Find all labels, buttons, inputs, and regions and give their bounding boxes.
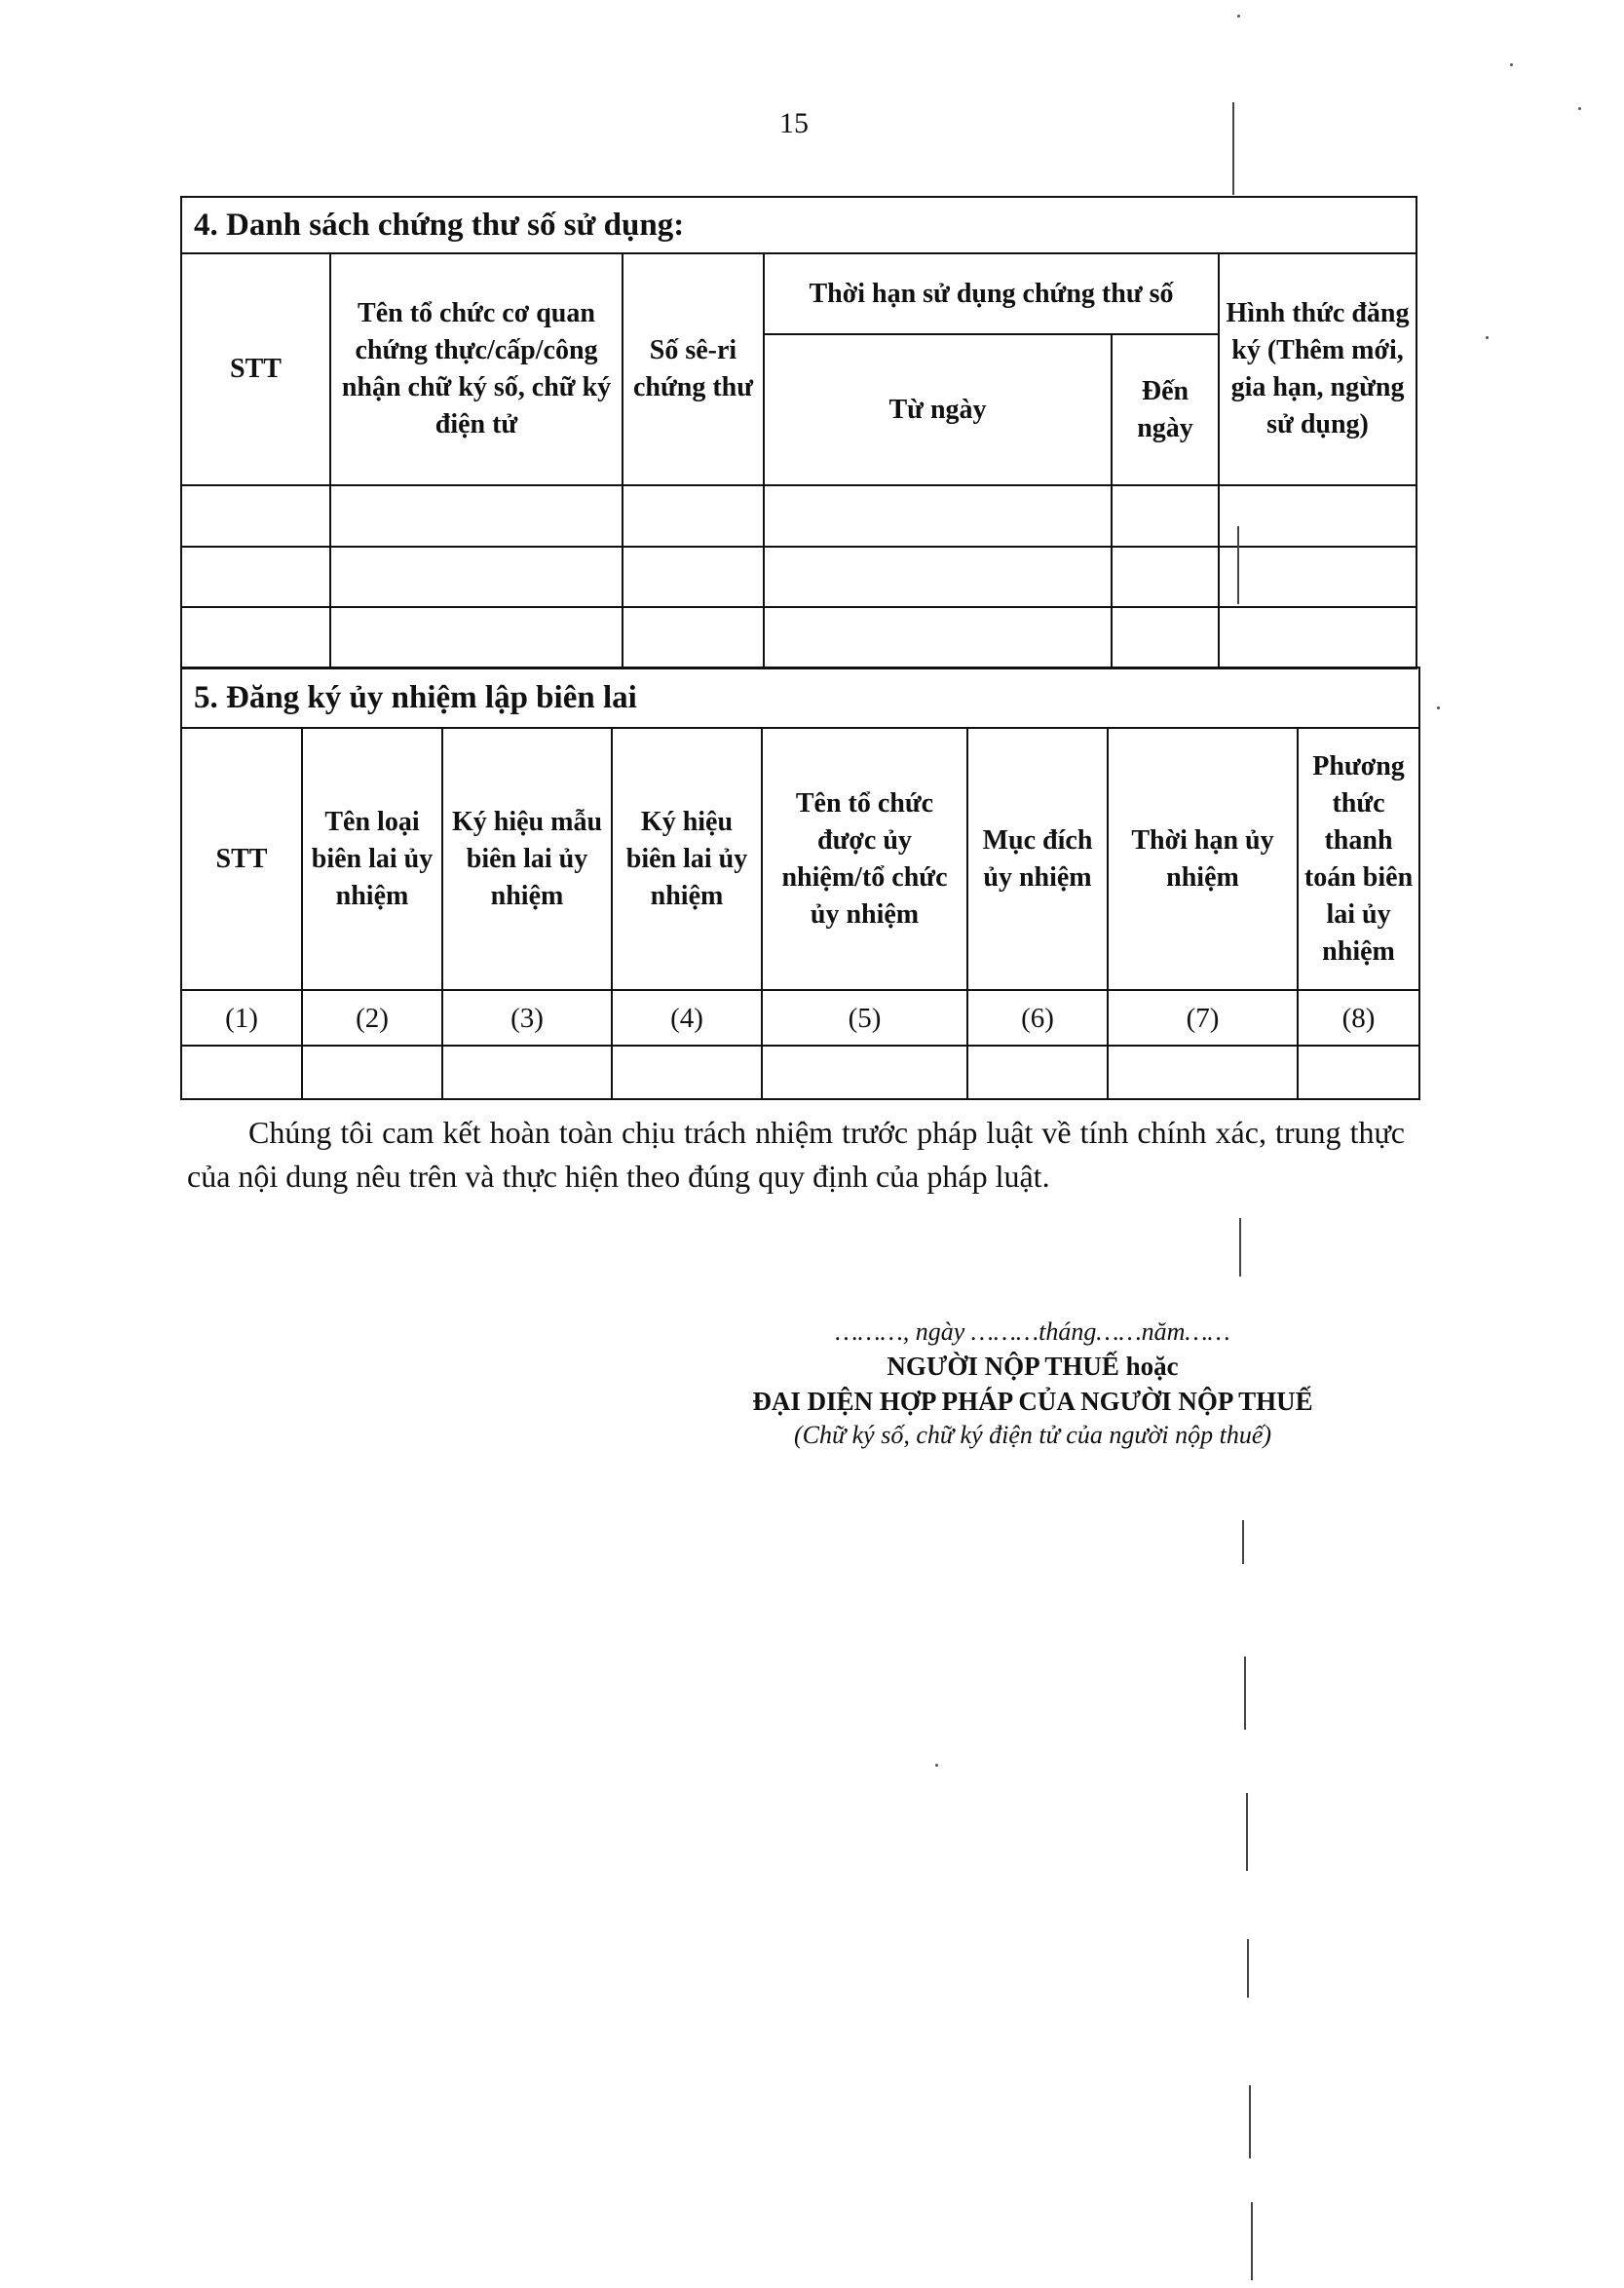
empty-cell (330, 485, 623, 547)
header-payment-method: Phương thức thanh toán biên lai ủy nhiệm (1298, 728, 1419, 990)
empty-cell (181, 607, 330, 668)
header-stt: STT (181, 728, 302, 990)
scan-artifact-dot (1237, 15, 1240, 18)
header-period: Thời hạn ủy nhiệm (1108, 728, 1298, 990)
empty-cell (1112, 547, 1219, 607)
header-stt: STT (181, 253, 330, 485)
scan-artifact-dot (1437, 706, 1440, 709)
scan-artifact-line (1244, 1657, 1246, 1730)
scan-artifact-line (1242, 1520, 1244, 1564)
empty-cell (1112, 485, 1219, 547)
empty-cell (623, 485, 764, 547)
column-number: (4) (612, 990, 762, 1046)
column-number: (7) (1108, 990, 1298, 1046)
scan-artifact-line (1247, 1939, 1249, 1998)
header-from-date: Từ ngày (764, 334, 1112, 485)
empty-cell (967, 1046, 1108, 1099)
commitment-paragraph (187, 1111, 1405, 1199)
column-number: (5) (762, 990, 967, 1046)
empty-cell (764, 607, 1112, 668)
empty-cell (302, 1046, 442, 1099)
header-registration-type: Hình thức đăng ký (Thêm mới, gia hạn, ngừng sử dụng) (1219, 253, 1416, 485)
page-number: 15 (779, 107, 809, 139)
empty-cell (1112, 607, 1219, 668)
empty-cell (181, 485, 330, 547)
header-purpose: Mục đích ủy nhiệm (967, 728, 1108, 990)
empty-cell (764, 485, 1112, 547)
receipt-authorization-table (180, 667, 1420, 1100)
table-row (181, 547, 1416, 607)
scan-artifact-line (1251, 2202, 1253, 2280)
empty-cell (330, 547, 623, 607)
scan-artifact-dot (1486, 336, 1489, 339)
column-number: (2) (302, 990, 442, 1046)
scan-artifact-line (1232, 102, 1234, 195)
empty-cell (623, 607, 764, 668)
scan-artifact-dot (1510, 63, 1513, 66)
signature-date-line: ………, ngày ………tháng……năm…… (835, 1317, 1230, 1346)
empty-cell (181, 1046, 302, 1099)
signature-role-line: NGƯỜI NỘP THUẾ hoặc (887, 1352, 1179, 1381)
table-row (181, 485, 1416, 547)
section-4-title: 4. Danh sách chứng thư số sử dụng: (181, 197, 1416, 253)
scan-artifact-line (1249, 2085, 1251, 2158)
header-certifying-org: Tên tổ chức cơ quan chứng thực/cấp/công nhận chữ ký số, chữ ký điện tử (330, 253, 623, 485)
signature-block (672, 1316, 1393, 1452)
table-row (181, 1046, 1419, 1099)
empty-cell (1298, 1046, 1419, 1099)
column-number: (1) (181, 990, 302, 1046)
column-number: (6) (967, 990, 1108, 1046)
column-number: (3) (442, 990, 612, 1046)
empty-cell (181, 547, 330, 607)
empty-cell (1219, 547, 1416, 607)
header-receipt-type: Tên loại biên lai ủy nhiệm (302, 728, 442, 990)
empty-cell (762, 1046, 967, 1099)
empty-cell (1219, 485, 1416, 547)
column-number-row (181, 990, 1419, 1046)
empty-cell (1219, 607, 1416, 668)
table-row (181, 607, 1416, 668)
empty-cell (330, 607, 623, 668)
header-serial-number: Số sê-ri chứng thư (623, 253, 764, 485)
empty-cell (1108, 1046, 1298, 1099)
certificate-list-table (180, 196, 1417, 669)
header-validity-period: Thời hạn sử dụng chứng thư số (764, 253, 1219, 334)
header-receipt-symbol: Ký hiệu biên lai ủy nhiệm (612, 728, 762, 990)
header-authorized-org: Tên tổ chức được ủy nhiệm/tổ chức ủy nhiệm (762, 728, 967, 990)
scan-artifact-dot (1578, 107, 1581, 110)
scan-artifact-line (1237, 526, 1239, 604)
column-number: (8) (1298, 990, 1419, 1046)
empty-cell (612, 1046, 762, 1099)
scan-artifact-line (1246, 1793, 1248, 1871)
header-to-date: Đến ngày (1112, 334, 1219, 485)
commitment-text: Chúng tôi cam kết hoàn toàn chịu trách nhiệm trước pháp luật về tính chính xác, trung thực của nội dung nêu trên và thực hiện theo đúng quy định của pháp luật. (187, 1115, 1405, 1194)
empty-cell (764, 547, 1112, 607)
empty-cell (442, 1046, 612, 1099)
section-5-title: 5. Đăng ký ủy nhiệm lập biên lai (181, 667, 1419, 728)
signature-representative-line: ĐẠI DIỆN HỢP PHÁP CỦA NGƯỜI NỘP THUẾ (752, 1387, 1313, 1416)
scan-artifact-line (1239, 1218, 1241, 1277)
header-template-symbol: Ký hiệu mẫu biên lai ủy nhiệm (442, 728, 612, 990)
scan-artifact-dot (935, 1764, 938, 1767)
empty-cell (623, 547, 764, 607)
signature-note: (Chữ ký số, chữ ký điện tử của người nộp thuế) (793, 1421, 1272, 1449)
